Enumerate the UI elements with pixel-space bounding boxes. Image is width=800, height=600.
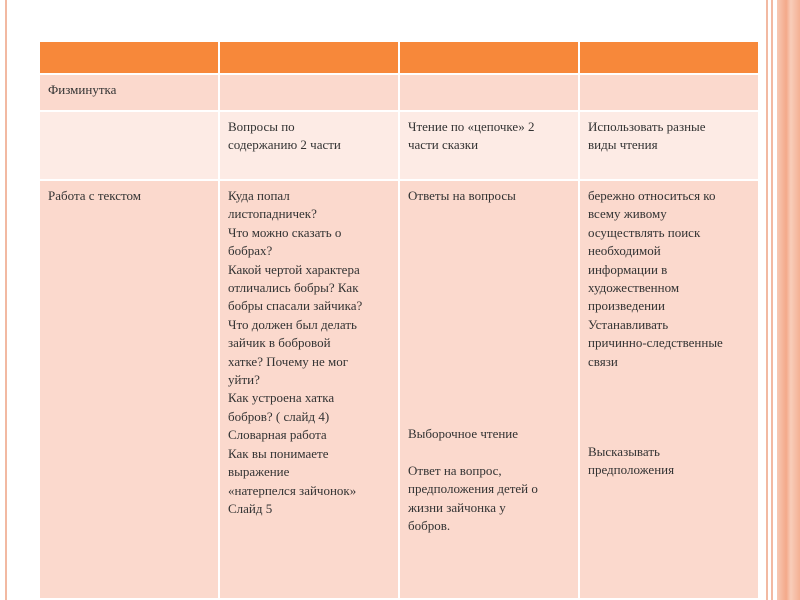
slide-right-decoration [766, 0, 768, 600]
student-text: Выборочное чтение [408, 426, 519, 441]
teacher-cell [220, 75, 398, 110]
header-cell [400, 42, 578, 73]
student-text: Ответы на вопросы [408, 188, 516, 203]
slide-right-decoration [777, 0, 800, 600]
skills-text: Высказывать предположения [588, 444, 675, 478]
student-text: Ответ на вопрос, предположения детей о жизни зайчонка у бобров. [408, 463, 538, 534]
skills-cell [580, 75, 758, 110]
slide-right-decoration [771, 0, 773, 600]
stage-cell: Работа с текстом [40, 181, 218, 598]
teacher-cell: Вопросы по содержанию 2 части [220, 112, 398, 179]
lesson-table [40, 42, 758, 598]
header-cell [580, 42, 758, 73]
student-cell: Чтение по «цепочке» 2 части сказки [400, 112, 578, 179]
header-cell [40, 42, 218, 73]
stage-cell [40, 112, 218, 179]
student-cell [400, 181, 578, 598]
student-cell [400, 75, 578, 110]
teacher-cell: Куда попал листопадничек? Что можно сказать о бобрах? Какой чертой характера отличались бобры? Как бобры спасали зайчика? Что должен был делать зайчик в бобровой хатке? Почему не мог уйти? Как устроена хатка бобров? ( слайд 4) Словарная работа Как вы понимаете выражение «натерпелся зайчонок» Слайд 5 [220, 181, 398, 598]
slide-left-border [5, 0, 7, 600]
skills-text: бережно относиться ко всему живому осуществлять поиск необходимой информации в художественном произведении Устанавливать причинно-следственные связи [588, 188, 723, 369]
skills-cell: Использовать разные виды чтения [580, 112, 758, 179]
header-cell [220, 42, 398, 73]
stage-cell: Физминутка [40, 75, 218, 110]
skills-cell [580, 181, 758, 598]
